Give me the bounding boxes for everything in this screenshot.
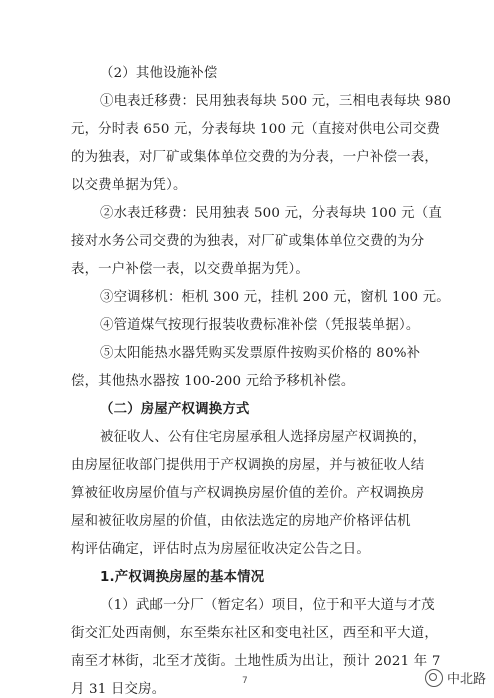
subsection-heading-other-facilities: （2）其他设施补偿 <box>100 66 218 81</box>
section-heading-property-exchange: （二）房屋产权调换方式 <box>100 402 250 417</box>
text-line: 偿，其他热水器按 100-200 元给予移机补偿。 <box>71 374 355 389</box>
text-line: 屋和被征收房屋的价值，由依法选定的房地产价格评估机 <box>71 514 411 529</box>
watermark-text: 中北路 <box>446 672 486 687</box>
text-line: ②水表迁移费：民用独表 500 元，分表每块 100 元（直 <box>100 206 442 221</box>
text-line: ④管道煤气按现行报装收费标准补偿（凭报装单据）。 <box>100 318 420 333</box>
text-line: 算被征收房屋价值与产权调换房屋价值的差价。产权调换房 <box>71 486 425 501</box>
text-line: ⑤太阳能热水器凭购买发票原件按购买价格的 80%补 <box>100 346 421 361</box>
text-line: （1）武邮一分厂（暂定名）项目，位于和平大道与才茂 <box>100 598 435 613</box>
watermark <box>425 668 486 687</box>
text-line: 南至才林街，北至才茂街。土地性质为出让，预计 2021 年 7 <box>71 654 441 669</box>
text-line: 的为独表，对厂矿或集体单位交费的为分表，一户补偿一表， <box>71 150 438 165</box>
text-line: 构评估确定，评估时点为房屋征收决定公告之日。 <box>71 542 370 557</box>
wechat-icon <box>425 669 443 687</box>
subsection-heading-basic-info: 1.产权调换房屋的基本情况 <box>100 570 265 585</box>
text-line: 由房屋征收部门提供用于产权调换的房屋，并与被征收人结 <box>71 458 425 473</box>
text-line: 元，分时表 650 元，分表每块 100 元（直接对供电公司交费 <box>71 122 441 137</box>
text-line: ③空调移机：柜机 300 元，挂机 200 元，窗机 100 元。 <box>100 290 450 305</box>
page-number: 7 <box>242 676 248 686</box>
text-line: 以交费单据为凭）。 <box>71 178 187 193</box>
text-line: 被征收人、公有住宅房屋承租人选择房屋产权调换的， <box>100 430 427 445</box>
text-line: 表，一户补偿一表，以交费单据为凭）。 <box>71 262 309 277</box>
text-line: ①电表迁移费：民用独表每块 500 元，三相电表每块 980 <box>100 94 452 109</box>
text-line: 接对水务公司交费的为独表，对厂矿或集体单位交费的为分 <box>71 234 425 249</box>
text-line: 街交汇处西南侧，东至柴东社区和变电社区，西至和平大道， <box>71 626 438 641</box>
text-line: 月 31 日交房。 <box>71 682 166 697</box>
